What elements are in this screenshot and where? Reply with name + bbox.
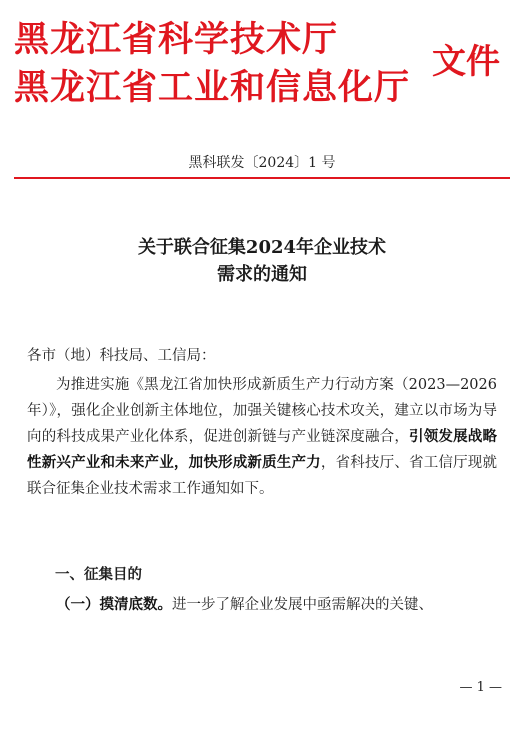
issuer-name-2: 黑龙江省工业和信息化厅 [14, 68, 411, 108]
body-paragraph-1 [27, 372, 497, 502]
section-heading-1: 一、征集目的 [55, 566, 142, 583]
document-label: 文件 [432, 42, 500, 82]
body-paragraph-2 [27, 592, 497, 618]
red-divider [14, 177, 510, 179]
para1-text-a: 为推进实施《黑龙江省加快形成新质生产力行动方案（2023—2026年）》，强化企业创新主体地位，加强关键核心技术攻关，建立以市场为导向的科技成果产业化体系，促进创新链与产业链深度融合， [27, 377, 497, 445]
document-title-line-2: 需求的通知 [217, 264, 307, 285]
salutation: 各市（地）科技局、工信局： [27, 348, 216, 364]
para2-bold-text: （一）摸清底数。 [56, 596, 172, 613]
para2-text: 进一步了解企业发展中亟需解决的关键、 [172, 597, 433, 613]
document-title-line-1: 关于联合征集2024年企业技术 [137, 237, 387, 258]
para1-text-c: ，省科技厅、省工信厅现就联合征集企业技术需求工作通知如下。 [27, 455, 498, 497]
para1-bold-text: 引领发展战略性新兴产业和未来产业，加快形成新质生产力 [27, 428, 497, 471]
document-number: 黑科联发〔2024〕1 号 [188, 155, 336, 171]
issuer-name-1: 黑龙江省科学技术厅 [14, 20, 339, 60]
page-number: — 1 — [459, 680, 502, 695]
